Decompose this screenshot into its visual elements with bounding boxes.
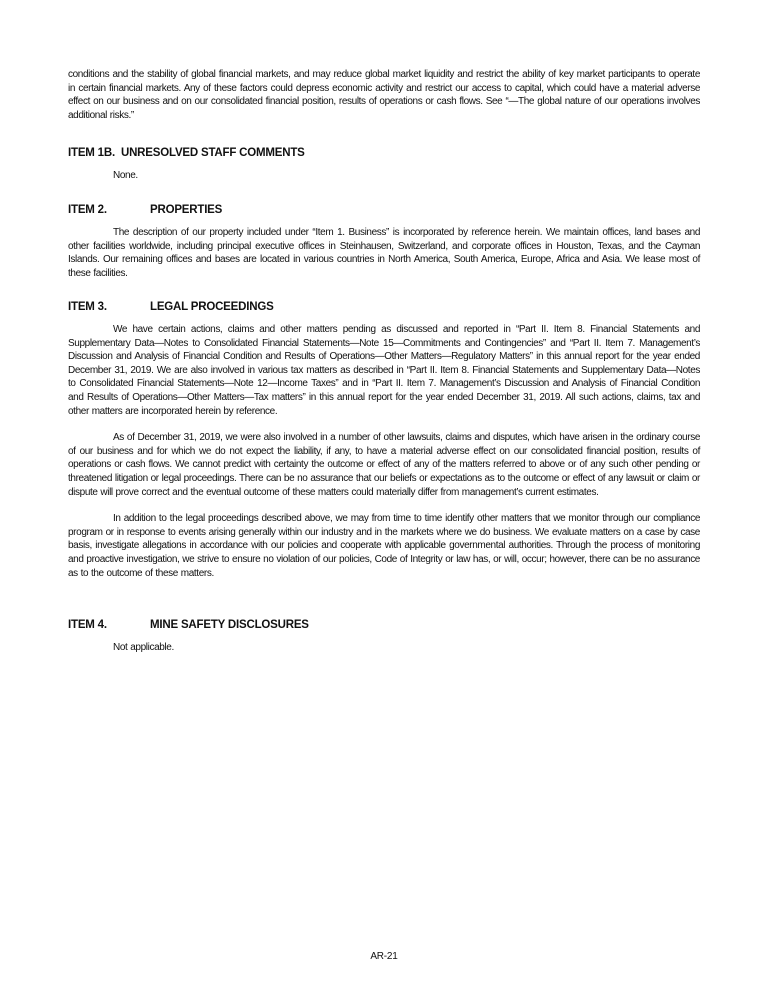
intro-paragraph: conditions and the stability of global financial markets, and may reduce global market liquidity and restrict the ability of key market participants to operate in certain financial markets. Any of these factors could depress economic activity and restrict our access to capital, which could have a material adverse effect on our business and on our consolidated financial position, results of operations or cash flows. See “—The global nature of our operations involves additional risks.” <box>68 69 700 121</box>
section-heading: ITEM 2. PROPERTIES <box>68 204 223 216</box>
section-paragraph: None. <box>113 170 138 181</box>
section-heading: ITEM 1B. UNRESOLVED STAFF COMMENTS <box>68 147 305 159</box>
section-paragraph: Not applicable. <box>113 642 174 653</box>
section-item-4 <box>68 618 700 655</box>
section-heading: ITEM 3. LEGAL PROCEEDINGS <box>68 301 274 313</box>
section-item-1b <box>68 146 700 183</box>
section-paragraph: The description of our property included under “Item 1. Business” is incorporated by reference herein. We maintain offices, land bases and other facilities worldwide, including principal executive offices in Steinhausen, Switzerland, and corporate offices in Houston, Texas, and the Cayman Islands. Our remaining offices and bases are located in various countries in North America, South America, Europe, Africa and Asia. We lease most of these facilities. <box>68 227 700 279</box>
section-item-3 <box>68 300 700 580</box>
section-item-2 <box>68 203 700 280</box>
section-paragraph: We have certain actions, claims and other matters pending as discussed and reported in “Part II. Item 8. Financial Statements and Supplementary Data—Notes to Consolidated Financial Statements—Note 15—Commitments and Contingencies” and “Part II. Item 7. Management’s Discussion and Analysis of Financial Condition and Results of Operations—Other Matters—Regulatory Matters” in this annual report for the year ended December 31, 2019. We are also involved in various tax matters as described in “Part II. Item 8. Financial Statements and Supplementary Data—Notes to Consolidated Financial Statements—Note 12—Income Taxes” and in “Part II. Item 7. Management’s Discussion and Analysis of Financial Condition and Results of Operations—Other Matters—Tax matters” in this annual report for the year ended December 31, 2019. All such actions, claims, tax and other matters are incorporated herein by reference. <box>68 324 700 417</box>
section-paragraph: As of December 31, 2019, we were also involved in a number of other lawsuits, claims and disputes, which have arisen in the ordinary course of our business and for which we do not expect the liability, if any, to have a material adverse effect on our consolidated financial position, results of operations or cash flows. We cannot predict with certainty the outcome or effect of any of the matters referred to above or of any such other pending or threatened litigation or legal proceedings. There can be no assurance that our beliefs or expectations as to the outcome or effect of any lawsuit or claim or dispute will prove correct and the eventual outcome of these matters could materially differ from management’s current estimates. <box>68 432 700 498</box>
page-number: AR-21 <box>370 951 398 962</box>
section-paragraph: In addition to the legal proceedings described above, we may from time to time identify other matters that we monitor through our compliance program or in response to events arising generally within our industry and in the markets where we do business. We evaluate matters on a case by case basis, investigate allegations in accordance with our policies and cooperate with applicable governmental authorities. Through the process of monitoring and proactive investigation, we strive to ensure no violation of our policies, Code of Integrity or law has, or will, occur; however, there can be no assurance as to the outcome of these matters. <box>68 513 700 579</box>
section-heading: ITEM 4. MINE SAFETY DISCLOSURES <box>68 619 309 631</box>
intro-block <box>68 68 700 122</box>
